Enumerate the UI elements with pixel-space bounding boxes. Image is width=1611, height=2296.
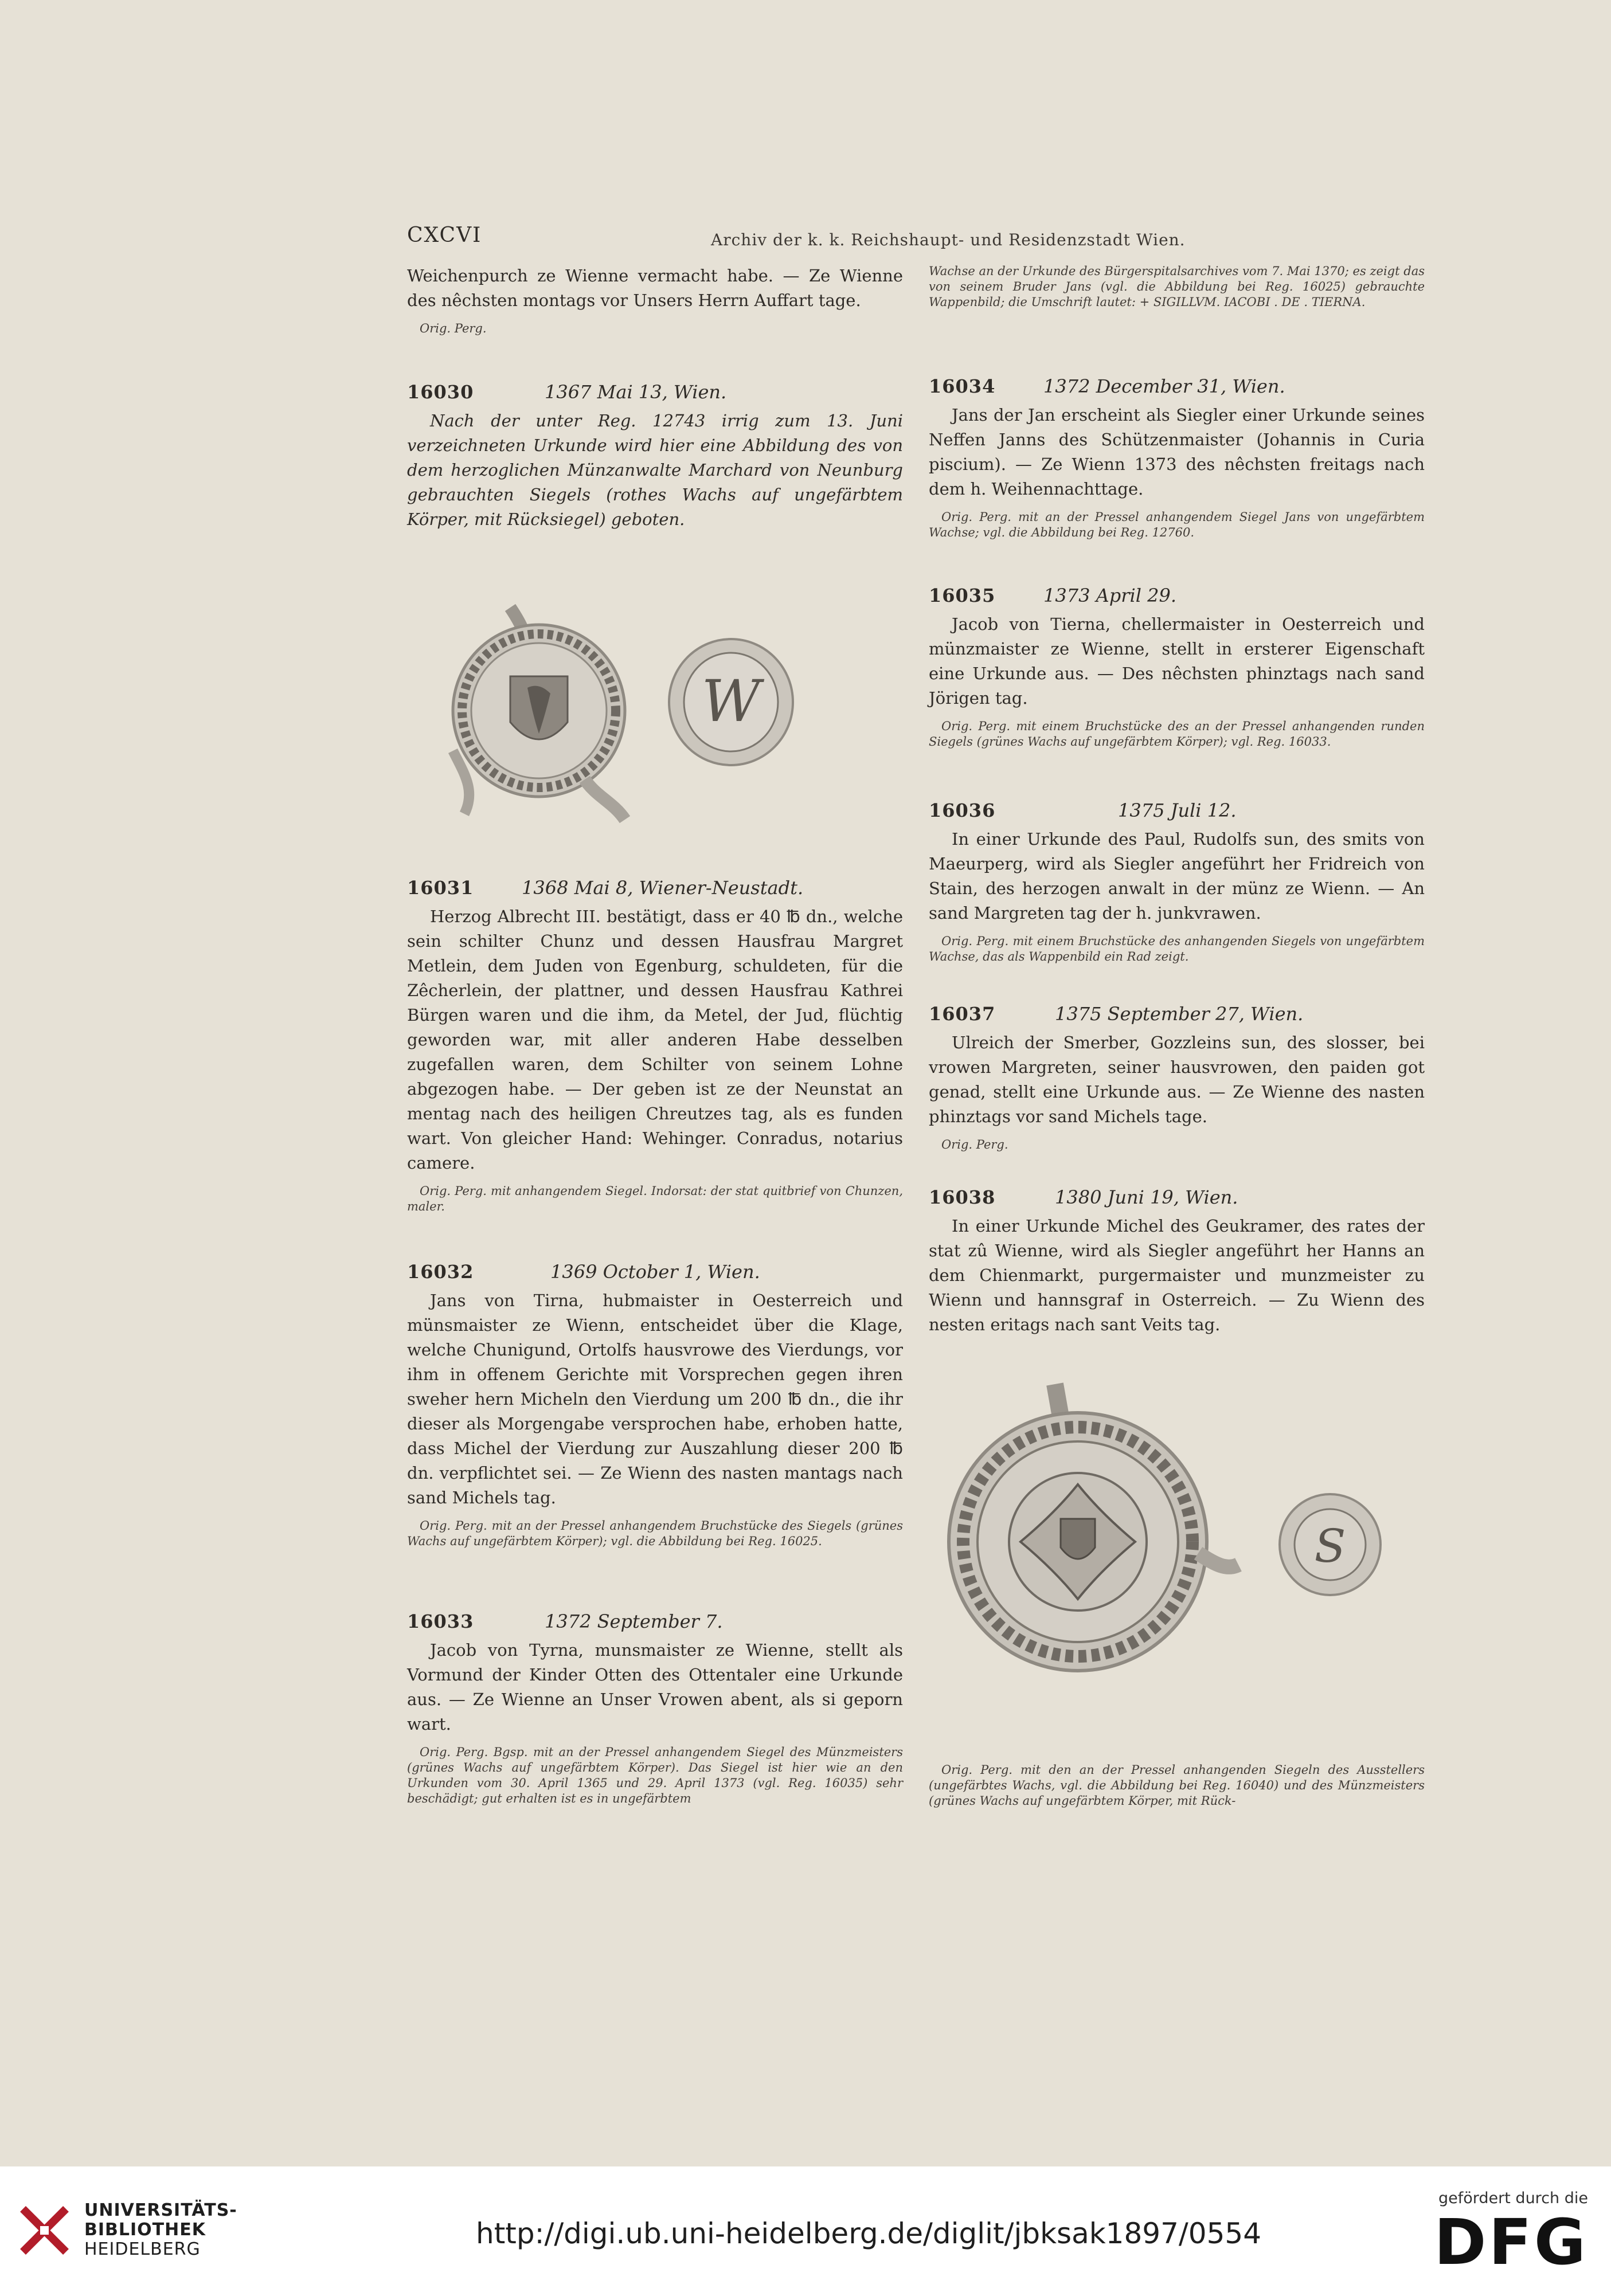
regest-date: 1372 December 31, Wien. [1043, 375, 1285, 397]
regest-date: 1375 September 27, Wien. [1055, 1003, 1304, 1025]
university-library-logo[interactable] [17, 2201, 237, 2259]
regest-note: Orig. Perg. mit einem Bruchstücke des anhangenden Siegels von ungefärbtem Wachse, das als Wappenbild ein Rad zeigt. [929, 934, 1425, 963]
regest-number: 16030 [407, 381, 474, 403]
regest-text: In einer Urkunde Michel des Geukramer, des rates der stat zû Wienne, wird als Siegler angeführt her Hanns an dem Chienmarkt, purgermaister und munzmeister zu Wienn und hannsgraf in Osterreich. — Zu Wienn des nesten eritags nach sant Veits tag. [929, 1216, 1425, 1334]
regest-note: Orig. Perg. mit einem Bruchstücke des an der Pressel anhangenden runden Siegels (grünes Wachs auf ungefärbtem Körper); vgl. Reg. 16033. [929, 719, 1425, 749]
regest-text: Jans der Jan erscheint als Siegler einer Urkunde seines Neffen Janns des Schützenmaister (Johannis in Curia piscium). — Ze Wienn 1373 des nêchsten freitags nach dem h. Weihennachttage. [929, 405, 1425, 499]
regest-text: Jacob von Tierna, chellermaister in Oesterreich und münzmaister ze Wienne, stellt in ersterer Eigenschaft eine Urkunde aus. — Des nêchsten phinztags nach sand Jörigen tag. [929, 614, 1425, 708]
library-logo-icon [17, 2203, 72, 2258]
regest-16031 [407, 877, 903, 1214]
regest-16032 [407, 1261, 903, 1549]
dfg-label: gefördert durch die [1438, 2189, 1588, 2207]
regest-number: 16036 [929, 800, 996, 821]
library-name-line: BIBLIOTHEK [84, 2220, 206, 2240]
wax-seal-with-quatrefoil-icon [929, 1381, 1250, 1685]
regest-date: 1373 April 29. [1043, 585, 1177, 606]
regest-date: 1380 Juni 19, Wien. [1055, 1186, 1238, 1208]
regest-text: Jacob von Tyrna, munsmaister ze Wienne, stellt als Vormund der Kinder Otten des Ottentaler eine Urkunde aus. — Ze Wienne an Unser Vrowen abent, als si geporn wart. [407, 1640, 903, 1734]
library-name-line: HEIDELBERG [84, 2239, 201, 2259]
intro-note: Orig. Perg. [420, 322, 487, 335]
regest-number: 16032 [407, 1261, 474, 1283]
regest-note: Orig. Perg. mit an der Pressel anhangendem Bruchstücke des Siegels (grünes Wachs auf ungefärbtem Körper); vgl. die Abbildung bei Reg. 16025. [407, 1519, 903, 1548]
regest-text: Nach der unter Reg. 12743 irrig zum 13. Juni verzeichneten Urkunde wird hier eine Abbildung des von dem herzoglichen Münzanwalte Marchard von Neunburg gebrauchten Siegels (rothes Wachs auf ungefärbtem Körper, mit Rücksiegel) geboten. [407, 411, 903, 529]
regest-number: 16035 [929, 585, 996, 606]
regest-number: 16037 [929, 1003, 996, 1025]
seal-marchard-image [441, 602, 631, 825]
regest-note: Orig. Perg. mit an der Pressel anhangendem Siegel Jans von ungefärbtem Wachse; vgl. die Abbildung bei Reg. 12760. [929, 510, 1425, 539]
dfg-logo: DFG [1434, 2205, 1588, 2279]
counter-seal-w-image [662, 630, 800, 768]
regest-16037 [929, 1003, 1425, 1153]
counter-seal-letter-s-icon [1276, 1490, 1385, 1599]
regest-number: 16034 [929, 375, 996, 397]
svg-text:W: W [701, 668, 761, 735]
regest-16036 [929, 800, 1425, 965]
regest-note: Orig. Perg. Bgsp. mit an der Pressel anhangendem Siegel des Münzmeisters (grünes Wachs auf ungefärbtem Körper). Das Siegel ist hier wie an den Urkunden vom 30. April 1365 und 29. April 1373 (vgl. Reg. 16035) sehr beschädigt; gut erhalten ist es in ungefärbtem [407, 1745, 903, 1805]
running-title: Archiv der k. k. Reichshaupt- und Residenzstadt Wien. [711, 230, 1186, 249]
library-name [84, 2201, 237, 2259]
regest-date: 1367 Mai 13, Wien. [545, 381, 727, 403]
regest-number: 16038 [929, 1186, 996, 1208]
page-number-roman: CXCVI [407, 224, 482, 247]
dfg-funding-mark [1434, 2189, 1588, 2279]
regest-date: 1375 Juli 12. [1118, 800, 1237, 821]
regest-16038 [929, 1186, 1425, 1337]
intro-continuation [407, 264, 903, 336]
digitization-footer [0, 2166, 1611, 2296]
regest-16038-note: Orig. Perg. mit den an der Pressel anhangenden Siegeln des Ausstellers (ungefärbtes Wachs, vgl. die Abbildung bei Reg. 16040) und des Münzmeisters (grünes Wachs auf ungefärbtem Körper, mit Rück- [929, 1763, 1425, 1808]
regest-date: 1369 October 1, Wien. [550, 1261, 760, 1283]
regest-number: 16031 [407, 877, 474, 899]
regest-text: In einer Urkunde des Paul, Rudolfs sun, des smits von Maeurperg, wird als Siegler angeführt her Fridreich von Stain, des herzogen anwalt in der münz ze Wienn. — An sand Margreten tag der h. junkvrawen. [929, 829, 1425, 923]
regest-16033 [407, 1611, 903, 1807]
regest-16034 [929, 375, 1425, 540]
regest-date: 1368 Mai 8, Wiener-Neustadt. [522, 877, 804, 899]
counter-seal-s-image [1276, 1490, 1385, 1599]
regest-date: 1372 September 7. [545, 1611, 723, 1632]
counter-seal-letter-w-icon [662, 630, 800, 768]
intro-note-right: Wachse an der Urkunde des Bürgerspitalsarchives vom 7. Mai 1370; es zeigt das von seinem Bruder Jans (vgl. die Abbildung bei Reg. 16025) gebrauchte Wappenbild; die Umschrift lautet: + SIGILLVM. IACOBI . DE . TIERNA. [929, 264, 1425, 309]
regest-text: Ulreich der Smerber, Gozzleins sun, des slosser, bei vrowen Margreten, seiner hausvrowen, den paiden got genad, stellt eine Urkunde aus. — Ze Wienne des nasten phinztags vor sand Michels tage. [929, 1033, 1425, 1126]
regest-text: Herzog Albrecht III. bestätigt, dass er 40 ℔ dn., welche sein schilter Chunz und dessen Hausfrau Margret Metlein, dem Juden von Egenburg, schuldeten, für die Zêcherlein, der plattner, und dessen Hausfrau Kathrei Bürgen waren und die ihm, da Metel, der Jud, flüchtig geworden war, mit aller anderen Habe desselben zugefallen waren, dem Schilter von seinem Lohne abgezogen habe. — Der geben ist ze der Neunstat an mentag nach des heiligen Chreutzes tag, als es funden wart. Von gleicher Hand: Wehinger. Conradus, notarius camere. [407, 907, 903, 1173]
svg-text:S: S [1314, 1519, 1346, 1573]
regest-note: Orig. Perg. mit anhangendem Siegel. Indorsat: der stat quitbrief von Chunzen, maler. [407, 1184, 903, 1213]
regest-text: Jans von Tirna, hubmaister in Oesterreich und münsmaister ze Wienn, entscheidet über die Klage, welche Chunigund, Ortolfs hausvrowe des Vierdungs, vor ihm in offenem Gerichte mit Vorsprechen gegen ihren sweher hern Micheln den Vierdung um 200 ℔ dn., die ihr dieser als Morgengabe versprochen habe, erhoben hatte, dass Michel der Vierdung zur Auszahlung dieser 200 ℔ dn. verpflichtet sei. — Ze Wienn des nasten mantags nach sand Michels tag. [407, 1291, 903, 1507]
regest-16030 [407, 381, 903, 532]
seal-hanns-image [929, 1381, 1250, 1685]
regest-number: 16033 [407, 1611, 474, 1632]
library-name-line: UNIVERSITÄTS- [84, 2200, 237, 2220]
permalink-url[interactable]: http://digi.ub.uni-heidelberg.de/diglit/jbksak1897/0554 [476, 2217, 1262, 2250]
intro-text: Weichenpurch ze Wienne vermacht habe. — Ze Wienne des nêchsten montags vor Unsers Herrn Auffart tage. [407, 266, 903, 310]
regest-note: Orig. Perg. [941, 1138, 1008, 1151]
wax-seal-with-shield-icon [441, 602, 631, 825]
regest-16035 [929, 585, 1425, 750]
